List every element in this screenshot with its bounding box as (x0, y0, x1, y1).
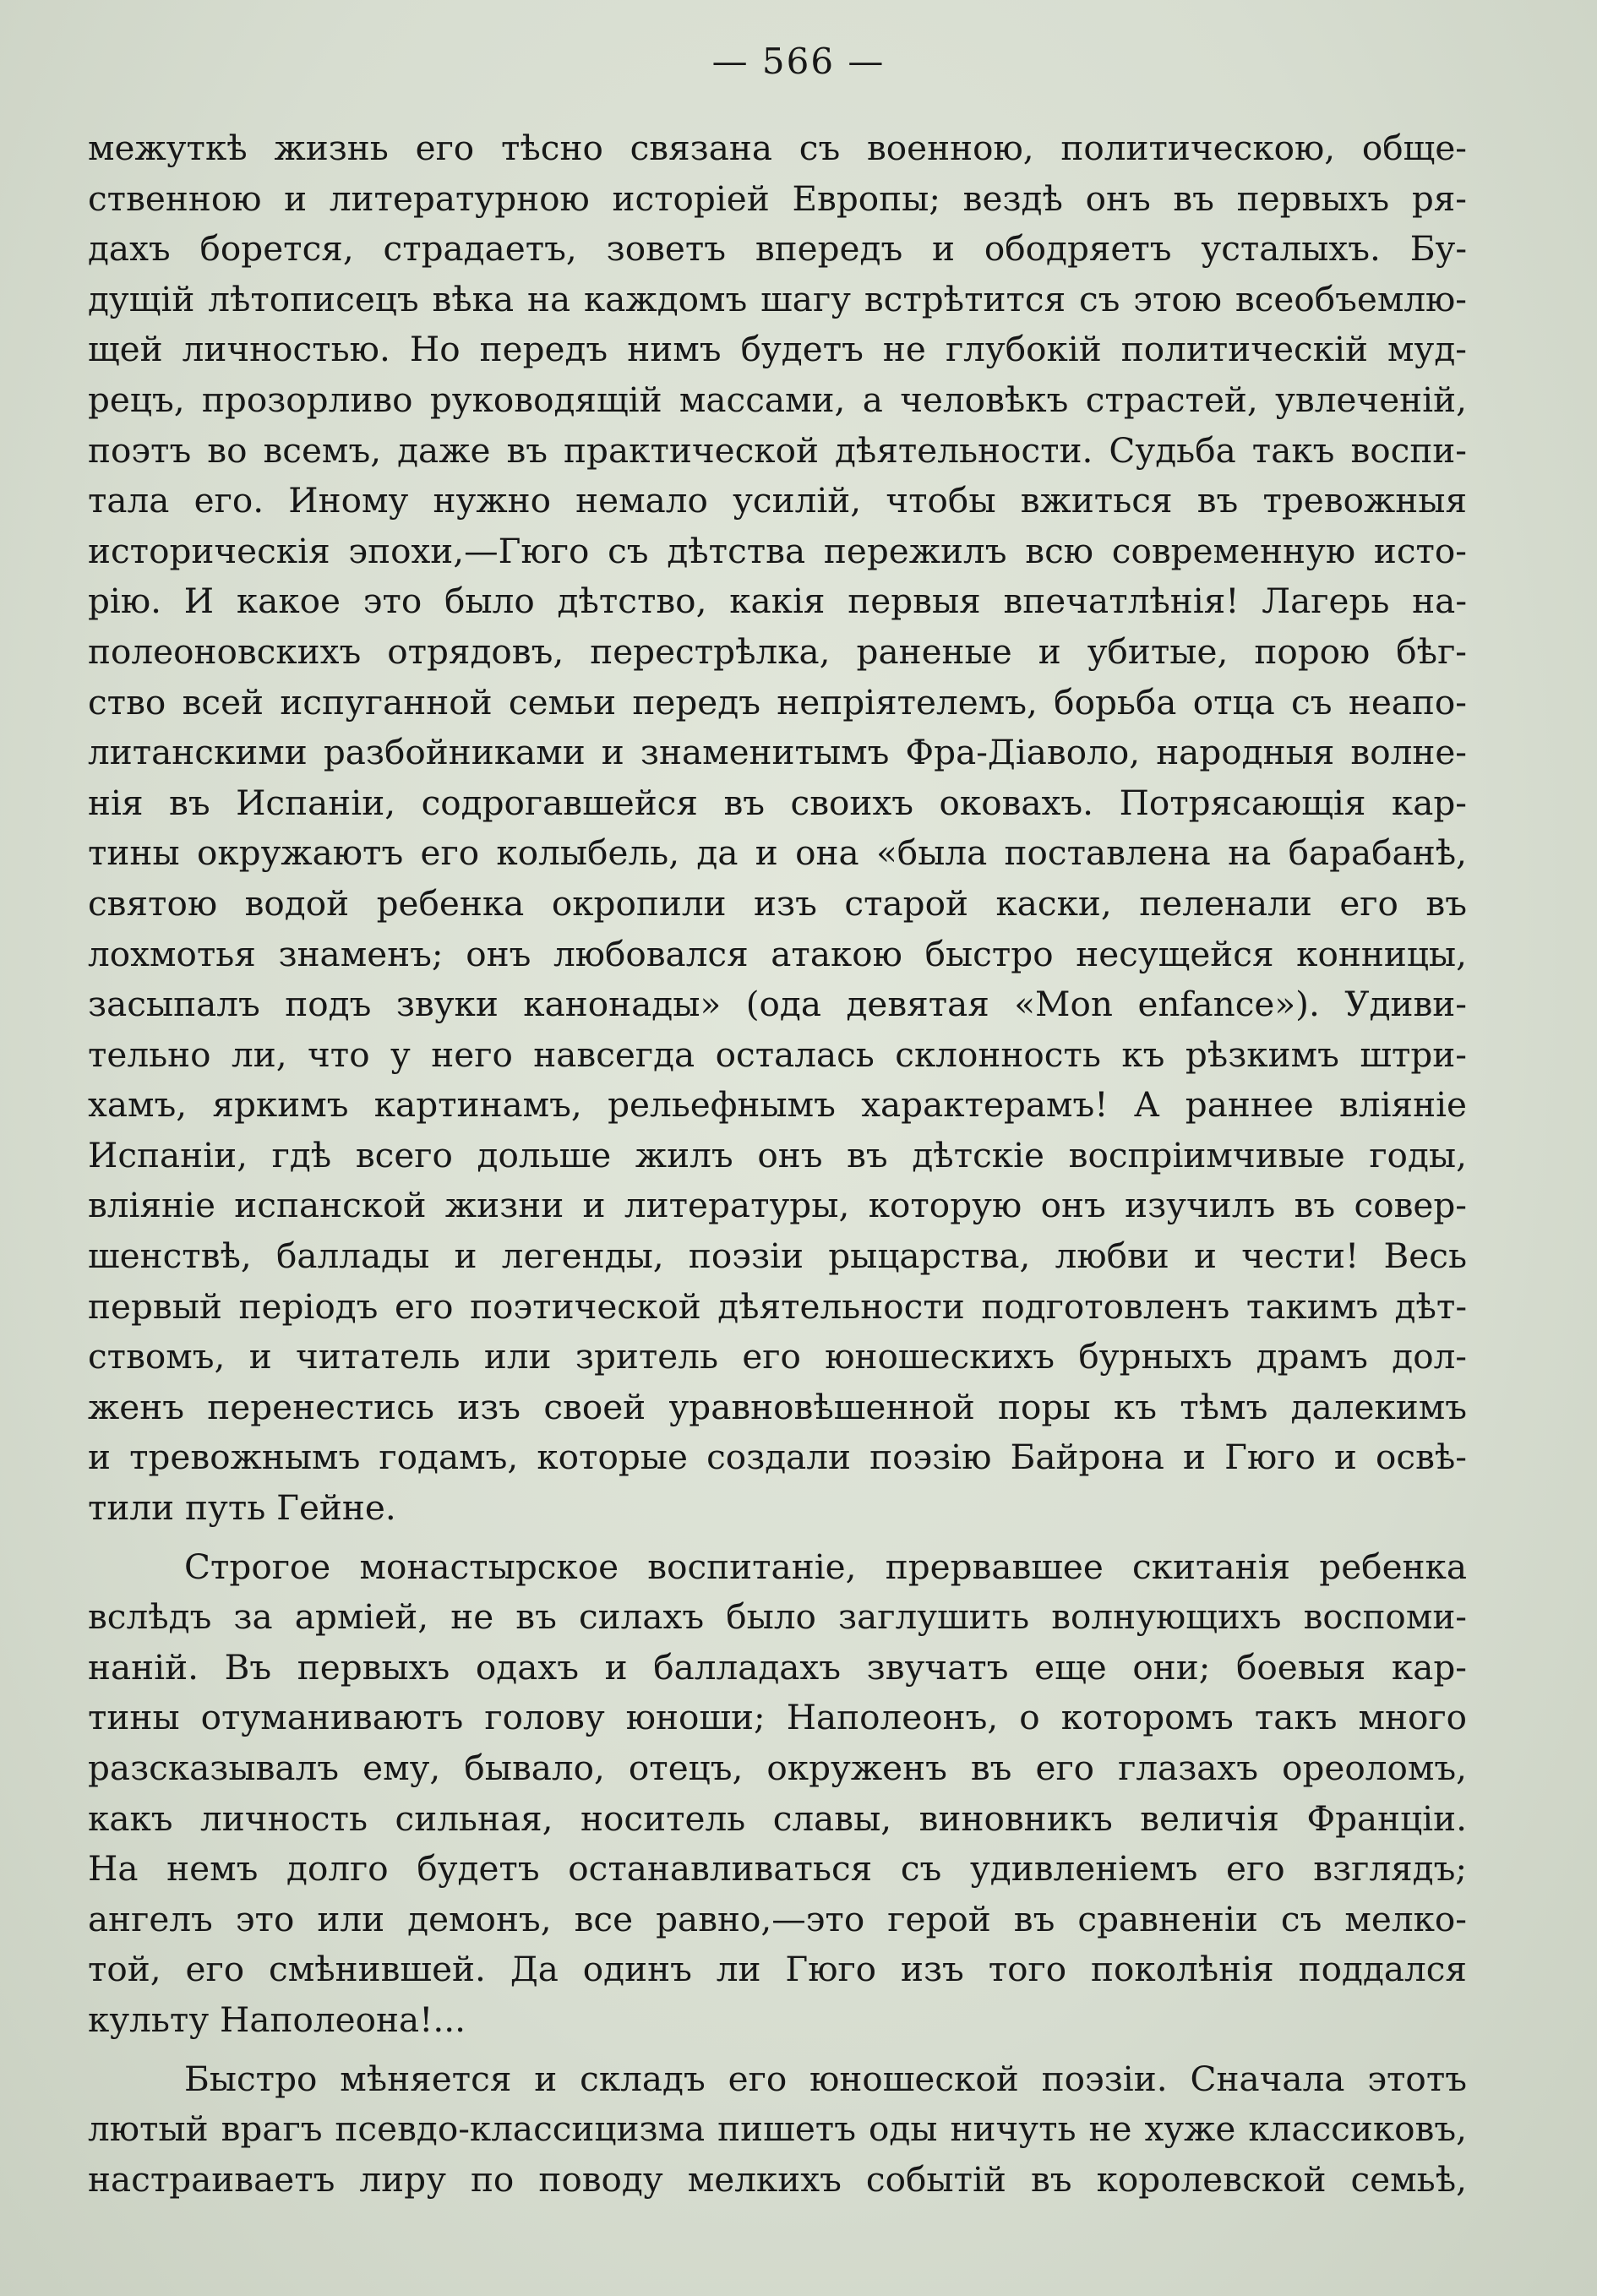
text-line: разсказывалъ ему, бывало, отецъ, окруженъ въ его глазахъ ореоломъ, (88, 1748, 1467, 1788)
text-line: хамъ, яркимъ картинамъ, рельефнымъ характерамъ! А раннее вліяніе (88, 1084, 1467, 1126)
text-line: Строгое монастырское воспитаніе, прервавшее скитанія ребенка (184, 1546, 1467, 1587)
text-line: рію. И какое это было дѣтство, какія первыя впечатлѣнія! Лагерь на- (88, 581, 1467, 622)
text-line: святою водой ребенка окропили изъ старой каски, пеленали его въ (88, 882, 1467, 924)
text-line: На немъ долго будетъ останавливаться съ удивленіемъ его взглядъ; (88, 1848, 1467, 1890)
text-line: первый періодъ его поэтической дѣятельности подготовленъ такимъ дѣт- (88, 1285, 1467, 1327)
text-line: ство всей испуганной семьи передъ непріятелемъ, борьба отца съ неапо- (88, 681, 1467, 723)
text-line: тала его. Иному нужно немало усилій, чтобы вжиться въ тревожныя (88, 480, 1467, 521)
text-line: той, его смѣнившей. Да одинъ ли Гюго изъ того поколѣнія поддался (88, 1949, 1467, 1990)
text-line: настраиваетъ лиру по поводу мелкихъ событій въ королевской семьѣ, (88, 2158, 1467, 2200)
text-line: культу Наполеона!... (88, 1999, 466, 2040)
paragraph-3 (88, 2054, 1467, 2206)
text-line: тины окружаютъ его колыбель, да и она «была поставлена на барабанѣ, (88, 832, 1467, 874)
page-number: — 566 — (711, 41, 886, 82)
text-line: тины отуманиваютъ голову юноши; Наполеонъ, о которомъ такъ много (88, 1697, 1467, 1738)
text-line: нія въ Испаніи, содрогавшейся въ своихъ оковахъ. Потрясающія кар- (88, 782, 1467, 823)
paragraph-1 (88, 123, 1467, 1534)
text-line: межуткѣ жизнь его тѣсно связана съ военною, политическою, обще- (88, 128, 1467, 168)
body-text (88, 123, 1467, 2205)
text-line: шенствѣ, баллады и легенды, поэзіи рыцарства, любви и чести! Весь (88, 1235, 1467, 1277)
text-line: щей личностью. Но передъ нимъ будетъ не глубокій политическій муд- (88, 329, 1467, 370)
text-line: и тревожнымъ годамъ, которые создали поэзію Байрона и Гюго и освѣ- (88, 1437, 1467, 1478)
text-line: дущій лѣтописецъ вѣка на каждомъ шагу встрѣтится съ этою всеобъемлю- (88, 278, 1467, 319)
paragraph-gap (88, 2046, 1467, 2054)
text-line: историческія эпохи,—Гюго съ дѣтства пережилъ всю современную исто- (88, 530, 1467, 571)
text-line: полеоновскихъ отрядовъ, перестрѣлка, раненые и убитые, порою бѣг- (88, 630, 1467, 672)
text-line: дахъ борется, страдаетъ, зоветъ впередъ и ободряетъ усталыхъ. Бу- (88, 228, 1467, 270)
text-line: женъ перенестись изъ своей уравновѣшенной поры къ тѣмъ далекимъ (88, 1386, 1467, 1427)
text-line: рецъ, прозорливо руководящій массами, а человѣкъ страстей, увлеченій, (88, 379, 1467, 420)
text-line: лютый врагъ псевдо-классицизма пишетъ оды ничуть не хуже классиковъ, (88, 2108, 1467, 2150)
text-line: поэтъ во всемъ, даже въ практической дѣятельности. Судьба такъ воспи- (88, 429, 1467, 471)
text-line: тельно ли, что у него навсегда осталась склонность къ рѣзкимъ штри- (88, 1033, 1467, 1075)
text-line: ангелъ это или демонъ, все равно,—это герой въ сравненіи съ мелко- (88, 1898, 1467, 1939)
text-line: вслѣдъ за арміей, не въ силахъ было заглушить волнующихъ воспоми- (88, 1596, 1467, 1638)
text-line: наній. Въ первыхъ одахъ и балладахъ звучатъ еще они; боевыя кар- (88, 1646, 1467, 1688)
text-line: ствомъ, и читатель или зритель его юношескихъ бурныхъ драмъ дол- (88, 1336, 1467, 1377)
text-line: вліяніе испанской жизни и литературы, которую онъ изучилъ въ совер- (88, 1185, 1467, 1226)
text-line: литанскими разбойниками и знаменитымъ Фра-Діаволо, народныя волне- (88, 732, 1467, 773)
text-line: тили путь Гейне. (88, 1487, 396, 1529)
text-line: засыпалъ подъ звуки канонады» (ода девятая «Mon enfance»). Удиви- (88, 984, 1467, 1025)
text-line: Испаніи, гдѣ всего дольше жилъ онъ въ дѣтскіе воспріимчивые годы, (88, 1134, 1467, 1175)
paragraph-2 (88, 1542, 1467, 2046)
text-line: лохмотья знаменъ; онъ любовался атакою быстро несущейся конницы, (88, 933, 1467, 974)
paragraph-gap (88, 1534, 1467, 1542)
text-line: какъ личность сильная, носитель славы, виновникъ величія Франціи. (88, 1797, 1467, 1839)
text-line: Быстро мѣняется и складъ его юношеской поэзіи. Сначала этотъ (184, 2058, 1467, 2099)
text-line: ственною и литературною исторіей Европы; вездѣ онъ въ первыхъ ря- (88, 177, 1467, 219)
